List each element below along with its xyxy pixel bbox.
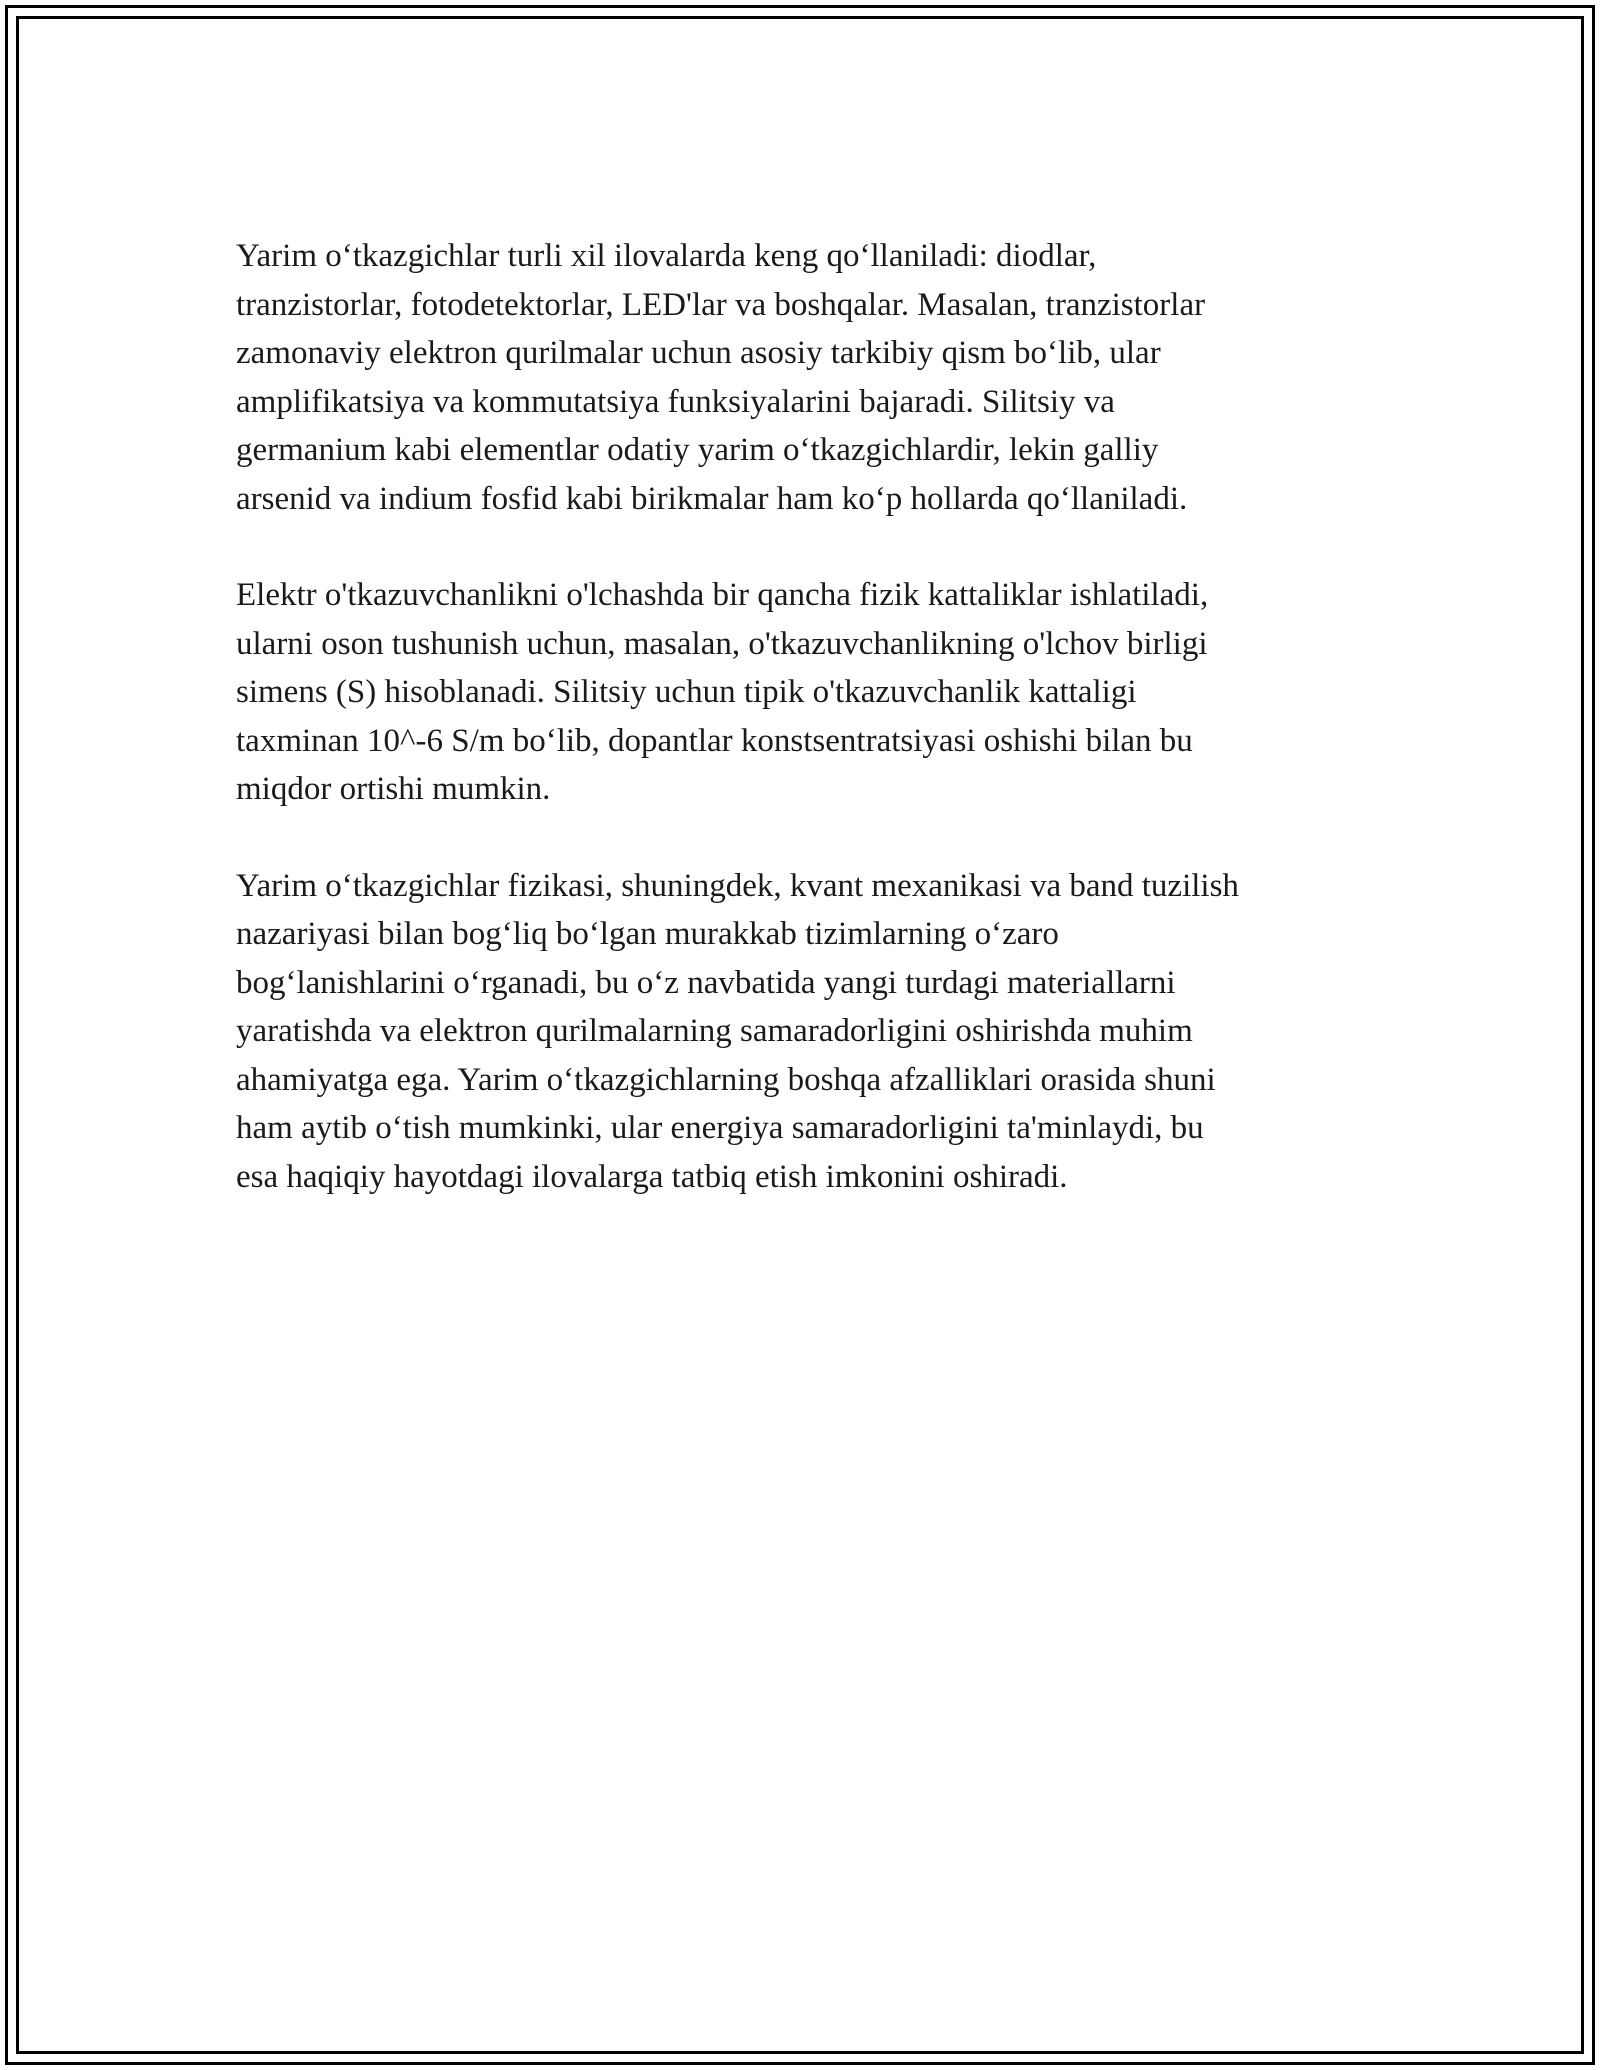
text-line: Yarim o‘tkazgichlar turli xil ilovalarda keng qo‘llaniladi: diodlar,	[236, 238, 1097, 274]
text-line: miqdor ortishi mumkin.	[236, 771, 551, 807]
text-line: amplifikatsiya va kommutatsiya funksiyalarini bajaradi. Silitsiy va	[236, 383, 1115, 420]
text-line: germanium kabi elementlar odatiy yarim o‘tkazgichlardir, lekin galliy	[236, 432, 1159, 468]
text-line: zamonaviy elektron qurilmalar uchun asosiy tarkibiy qism bo‘lib, ular	[236, 335, 1161, 371]
text-line: Yarim o‘tkazgichlar fizikasi, shuningdek, kvant mexanikasi va band tuzilish	[236, 867, 1239, 904]
text-line: ahamiyatga ega. Yarim o‘tkazgichlarning boshqa afzalliklari orasida shuni	[236, 1061, 1216, 1098]
text-line: simens (S) hisoblanadi. Silitsiy uchun tipik o'tkazuvchanlik kattaligi	[236, 674, 1137, 710]
text-line: esa haqiqiy hayotdagi ilovalarga tatbiq etish imkonini oshiradi.	[236, 1158, 1068, 1195]
text-line: ham aytib o‘tish mumkinki, ular energiya samaradorligini ta'minlaydi, bu	[236, 1110, 1204, 1146]
text-line: ularni oson tushunish uchun, masalan, o'tkazuvchanlikning o'lchov birligi	[236, 625, 1208, 662]
paragraph-1	[236, 232, 1376, 523]
paragraph-2	[236, 571, 1376, 814]
text-line: arsenid va indium fosfid kabi birikmalar ham ko‘p hollarda qo‘llaniladi.	[236, 480, 1188, 517]
document-body	[236, 232, 1376, 1249]
paragraph-3	[236, 862, 1376, 1202]
text-line: bog‘lanishlarini o‘rganadi, bu o‘z navbatida yangi turdagi materiallarni	[236, 964, 1176, 1001]
text-line: tranzistorlar, fotodetektorlar, LED'lar va boshqalar. Masalan, tranzistorlar	[236, 286, 1206, 323]
text-line: Elektr o'tkazuvchanlikni o'lchashda bir qancha fizik kattaliklar ishlatiladi,	[236, 577, 1209, 613]
text-line: taxminan 10^-6 S/m bo‘lib, dopantlar konstsentratsiyasi oshishi bilan bu	[236, 722, 1193, 759]
text-line: nazariyasi bilan bog‘liq bo‘lgan murakkab tizimlarning o‘zaro	[236, 916, 1059, 952]
text-line: yaratishda va elektron qurilmalarning samaradorligini oshirishda muhim	[236, 1013, 1193, 1049]
